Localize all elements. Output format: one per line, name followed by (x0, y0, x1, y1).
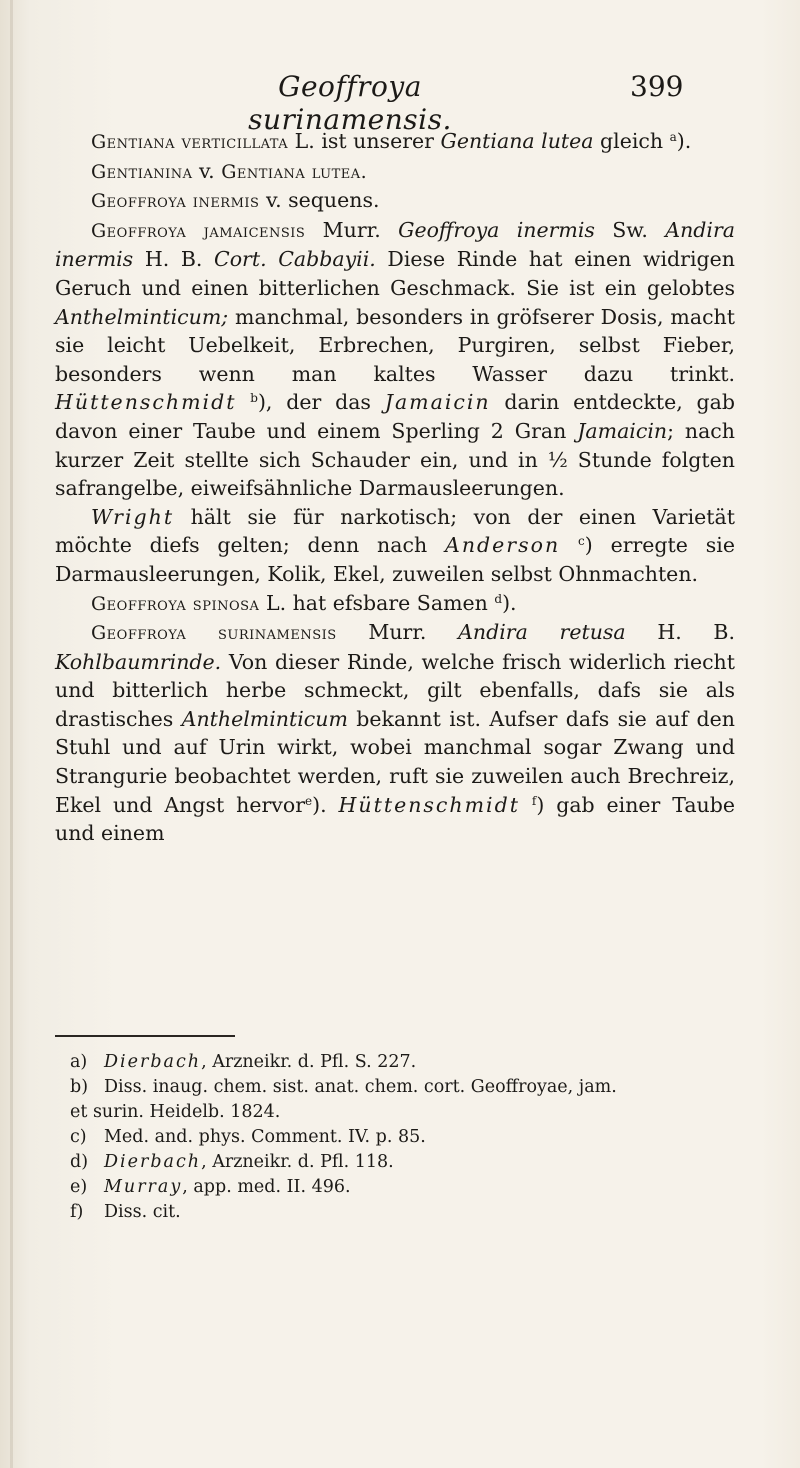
entry-gentiana-verticillata: Gentiana verticillata L. ist unserer Gentiana lutea gleich $^a$). (91, 129, 692, 153)
footnote-ref: f (531, 793, 537, 808)
page-number: 399 (630, 70, 684, 103)
entry-geoffroya-inermis: Geoffroya inermis v. sequens. (91, 188, 380, 213)
entry-gentianina: Gentianina v. Gentiana lutea. (91, 158, 368, 183)
footnote-ref: d (494, 591, 503, 606)
entry-geoffroya-surinamensis: Geoffroya surinamensis Murr. Andira retusa H. B. Kohlbaumrinde. Von dieser Rinde, welche frisch widerlich riecht und bitterlich herbe schmeckt, gilt ebenfalls, dafs sie als drastisches Anthelminticum bekannt ist. Aufser dafs sie auf den Stuhl und auf Urin wirkt, wobei manchmal sogar Zwang und Strangurie beobachtet werden, ruft sie zuweilen auch Brechreiz, Ekel und Angst hervor$^e$). Hüttenschmidt $^f$) gab einer Taube und einem (55, 620, 736, 846)
footnote-a: a) Dierbach, Arzneikr. d. Pfl. S. 227. (70, 1052, 417, 1072)
page-header (0, 70, 800, 136)
footnote-e: e) Murray, app. med. II. 496. (70, 1177, 351, 1197)
body-text (55, 127, 735, 848)
footnotes (70, 1050, 730, 1225)
paragraph-wright: Wright hält sie für narkotisch; von der einen Varietät möchte diefs gelten; denn nach Anderson $^c$) erregte sie Darmausleerungen, Kolik, Ekel, zuweilen selbst Ohnmachten. (55, 504, 735, 586)
footnote-b: b) Diss. inaug. chem. sist. anat. chem. cort. Geoffroyae, jam. (70, 1077, 617, 1097)
footnote-d: d) Dierbach, Arzneikr. d. Pfl. 118. (70, 1152, 394, 1172)
footnote-c: c) Med. and. phys. Comment. IV. p. 85. (70, 1127, 426, 1147)
footnote-ref: a (669, 130, 677, 144)
footnote-ref: c (578, 534, 585, 549)
running-title: Geoffroya surinamensis. (248, 70, 452, 136)
footnote-divider (55, 1035, 235, 1037)
page-gutter-shadow (10, 0, 13, 1468)
entry-geoffroya-spinosa: Geoffroya spinosa L. hat efsbare Samen $^d$). (91, 590, 517, 615)
footnote-ref: b (250, 391, 258, 406)
footnote-ref: e (305, 793, 313, 808)
footnote-f: f) Diss. cit. (70, 1202, 181, 1222)
entry-geoffroya-jamaicensis: Geoffroya jamaicensis Murr. Geoffroya inermis Sw. Andira inermis H. B. Cort. Cabbayii. Diese Rinde hat einen widrigen Geruch und einen bitterlichen Geschmack. Sie ist ein gelobtes Anthelminticum; manchmal, besonders in gröfserer Dosis, macht sie leicht Uebelkeit, Erbrechen, Purgiren, selbst Fieber, besonders wenn man kaltes Wasser dazu trinkt. Hüttenschmidt $^b$), der das Jamaicin darin entdeckte, gab davon einer Taube und einem Sperling 2 Gran Jamaicin; nach kurzer Zeit stellte sich Schauder ein, und in ½ Stunde folgten safrangelbe, eiweifsähnliche Darmausleerungen. (55, 217, 735, 501)
footnote-b-continuation: et surin. Heidelb. 1824. (70, 1102, 281, 1122)
